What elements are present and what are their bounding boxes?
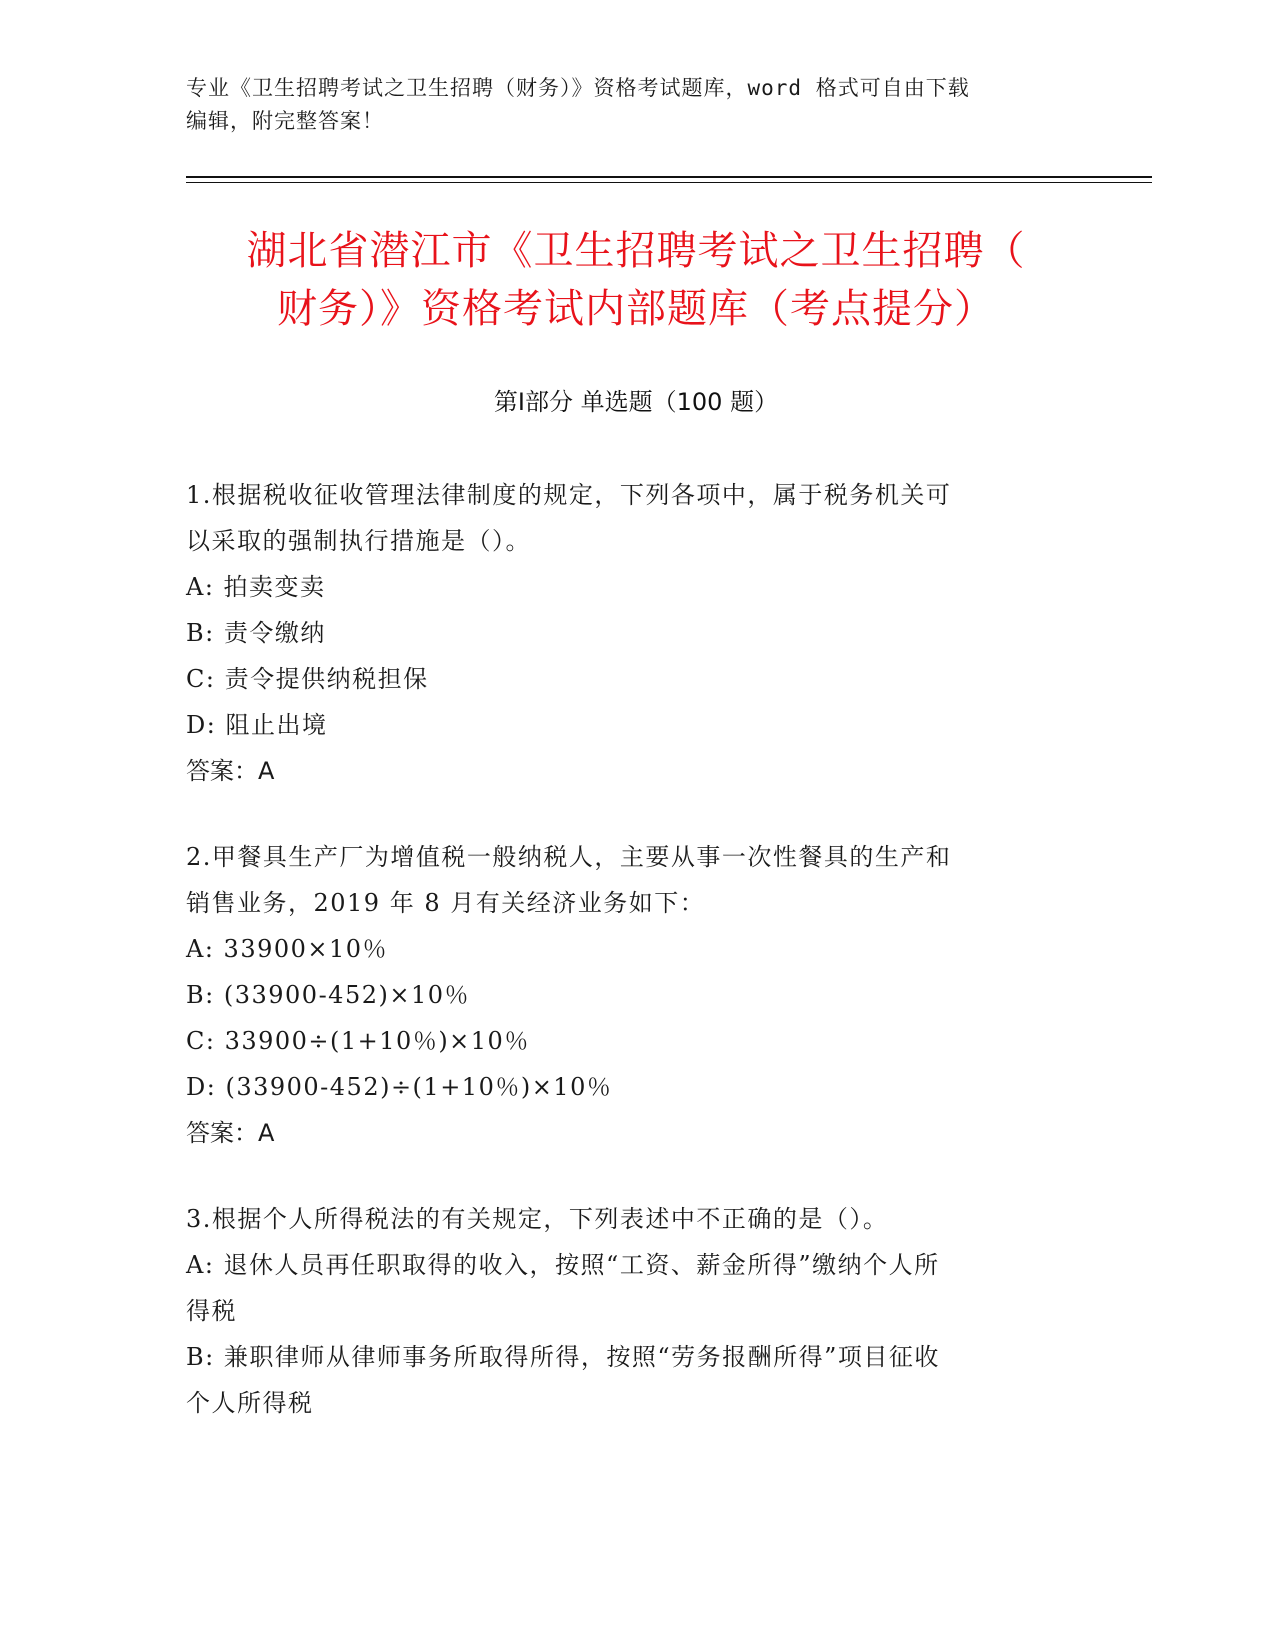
option-b: B: (33900-452)×10％ — [186, 981, 470, 1009]
header-note — [186, 72, 1066, 138]
answer: 答案：A — [186, 1119, 275, 1147]
answer: 答案：A — [186, 757, 275, 785]
section-heading: 第Ⅰ部分 单选题（100 题） — [493, 388, 779, 416]
option-b-line: 个人所得税 — [186, 1389, 314, 1417]
question-stem-line: 1.根据税收征收管理法律制度的规定，下列各项中，属于税务机关可 — [186, 481, 952, 509]
question-stem-line: 3.根据个人所得税法的有关规定，下列表述中不正确的是（）。 — [186, 1205, 889, 1233]
header-note-line-1: 专业《卫生招聘考试之卫生招聘（财务）》资格考试题库，word 格式可自由下载 — [186, 76, 970, 100]
question-stem-line: 2.甲餐具生产厂为增值税一般纳税人，主要从事一次性餐具的生产和 — [186, 843, 952, 871]
question-stem-line: 销售业务，2019 年 8 月有关经济业务如下： — [186, 889, 706, 917]
question-3 — [186, 1196, 1086, 1426]
option-d: D: 阻止出境 — [186, 711, 328, 739]
document-title-line-2: 财务）》资格考试内部题库（考点提分） — [277, 286, 995, 332]
option-d: D: (33900-452)÷(1+10％)×10％ — [186, 1073, 613, 1101]
header-divider-thick — [186, 176, 1152, 178]
option-a-line: 得税 — [186, 1297, 237, 1325]
option-b-line: B: 兼职律师从律师事务所取得所得，按照“劳务报酬所得”项目征收 — [186, 1343, 940, 1371]
option-a: A: 33900×10％ — [186, 935, 389, 963]
header-divider-thin — [186, 182, 1152, 183]
option-a-line: A: 退休人员再任职取得的收入，按照“工资、薪金所得”缴纳个人所 — [186, 1251, 940, 1279]
option-a: A: 拍卖变卖 — [186, 573, 326, 601]
document-title-line-1: 湖北省潜江市《卫生招聘考试之卫生招聘（ — [246, 228, 1026, 274]
option-c: C: 33900÷(1+10％)×10％ — [186, 1027, 530, 1055]
question-2 — [186, 834, 1086, 1156]
question-stem-line: 以采取的强制执行措施是（）。 — [186, 527, 531, 555]
option-b: B: 责令缴纳 — [186, 619, 326, 647]
document-title — [186, 222, 1086, 338]
header-note-line-2: 编辑，附完整答案！ — [186, 109, 384, 133]
question-1 — [186, 472, 1086, 794]
option-c: C: 责令提供纳税担保 — [186, 665, 429, 693]
